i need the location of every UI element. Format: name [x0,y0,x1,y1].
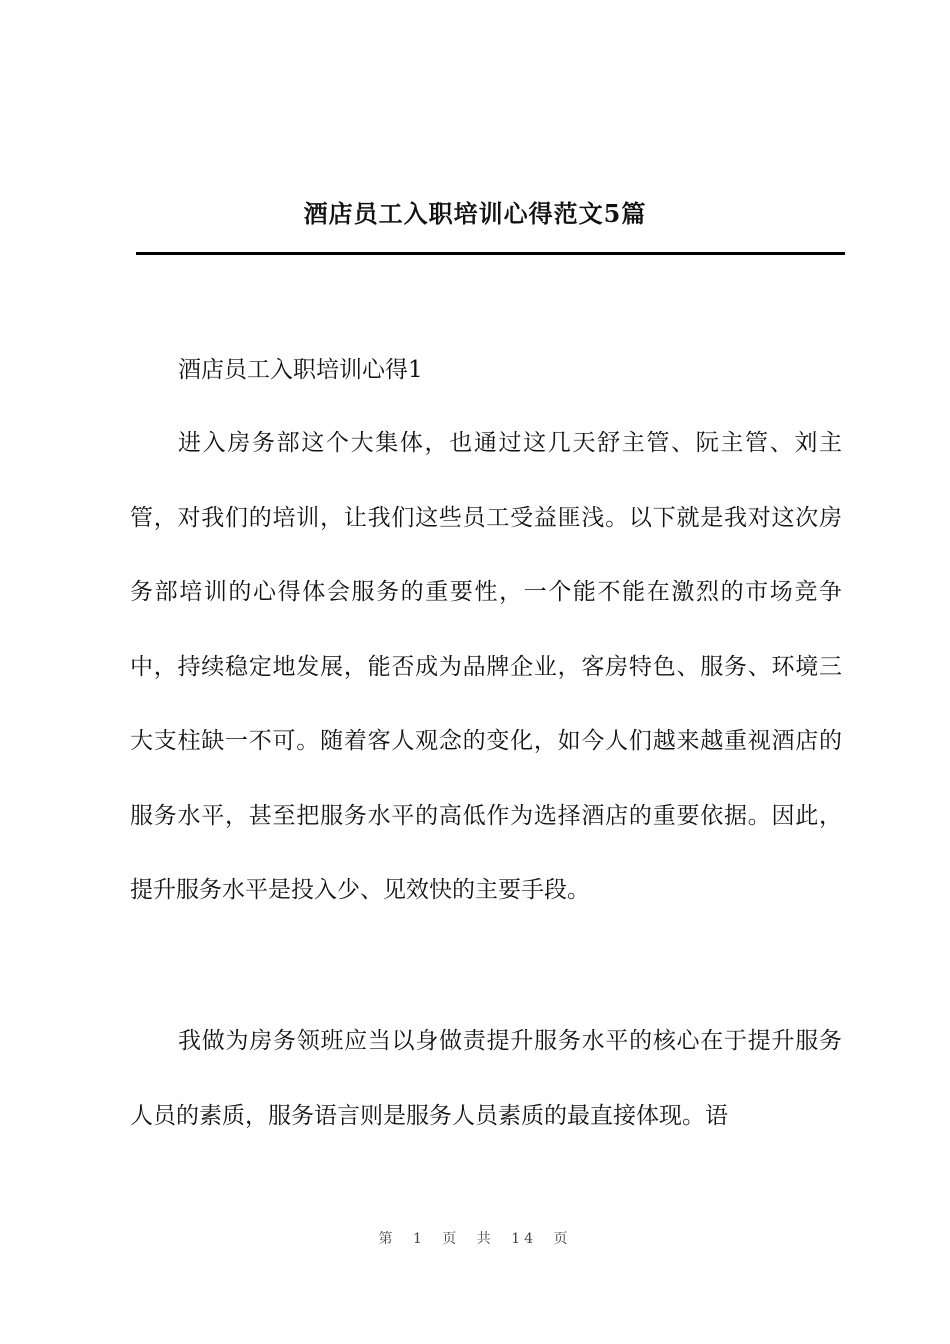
page-title: 酒店员工入职培训心得范文5篇 [303,199,647,228]
page-number-footer: 第 1 页 共 14 页 [378,1231,572,1247]
body-paragraph-1: 进入房务部这个大集体，也通过这几天舒主管、阮主管、刘主管，对我们的培训，让我们这些员工受益匪浅。以下就是我对这次房务部培训的心得体会服务的重要性，一个能不能在激烈的市场竞争中，持续稳定地发展，能否成为品牌企业，客房特色、服务、环境三大支柱缺一不可。随着客人观念的变化，如今人们越来越重视酒店的服务水平，甚至把服务水平的高低作为选择酒店的重要依据。因此，提升服务水平是投入少、见效快的主要手段。 [130,430,842,903]
section-heading: 酒店员工入职培训心得1 [178,357,423,383]
title-divider [136,252,845,255]
body-paragraph-2: 我做为房务领班应当以身做责提升服务水平的核心在于提升服务人员的素质，服务语言则是服务人员素质的最直接体现。语 [130,1028,842,1129]
